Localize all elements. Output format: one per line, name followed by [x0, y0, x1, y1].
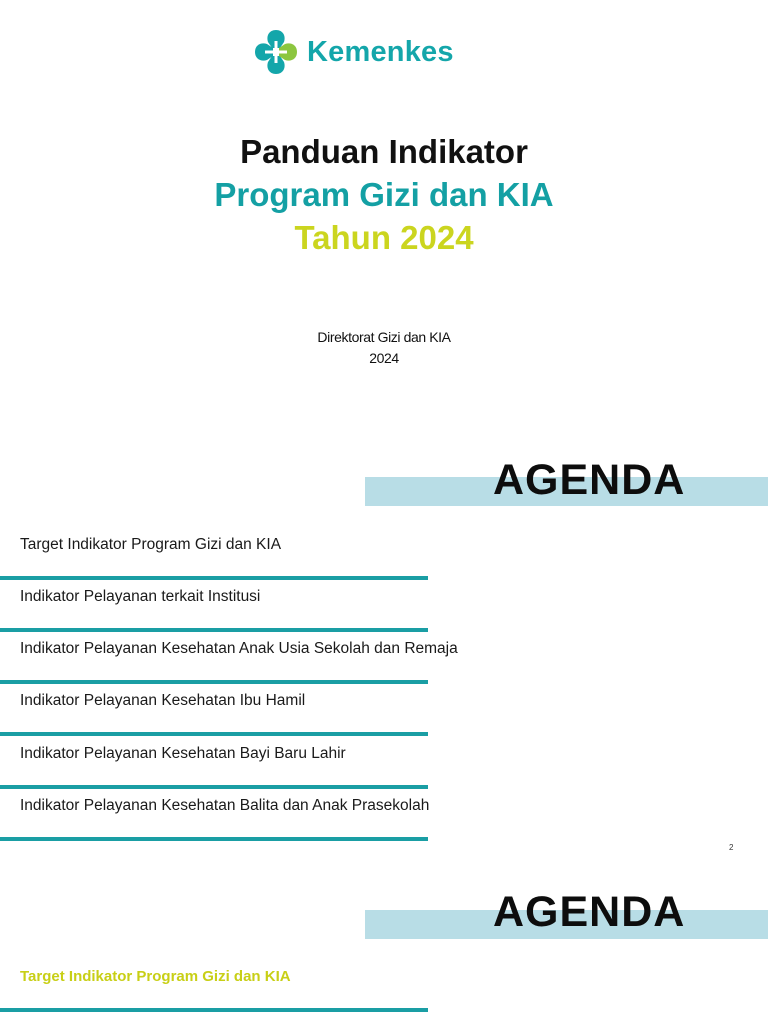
agenda-item — [0, 737, 428, 789]
agenda-item-label: Target Indikator Program Gizi dan KIA — [20, 536, 282, 553]
agenda-item — [0, 789, 428, 841]
subtitle-year: 2024 — [369, 350, 399, 366]
agenda-item-label: Indikator Pelayanan Kesehatan Balita dan Anak Prasekolah — [20, 797, 430, 814]
agenda-heading: AGENDA — [493, 456, 686, 504]
subtitle-directorate: Direktorat Gizi dan KIA — [317, 329, 451, 345]
agenda-heading: AGENDA — [493, 888, 686, 936]
agenda-item-active — [0, 960, 428, 1012]
agenda-item-label: Target Indikator Program Gizi dan KIA — [20, 968, 291, 985]
logo-text: Kemenkes — [307, 35, 454, 68]
agenda-item-label: Indikator Pelayanan Kesehatan Ibu Hamil — [20, 692, 306, 709]
agenda-item — [0, 632, 458, 684]
agenda-item-label: Indikator Pelayanan terkait Institusi — [20, 588, 261, 605]
page-number: 2 — [729, 843, 734, 852]
agenda-divider — [0, 837, 428, 841]
title-line-1: Panduan Indikator — [240, 133, 528, 170]
agenda-item-label: Indikator Pelayanan Kesehatan Bayi Baru Lahir — [20, 745, 346, 762]
agenda-item — [0, 528, 428, 580]
agenda-item — [0, 580, 428, 632]
kemenkes-clover-icon — [253, 28, 299, 76]
title-line-2: Program Gizi dan KIA — [214, 176, 554, 213]
kemenkes-logo — [253, 28, 454, 76]
agenda-divider — [0, 1008, 428, 1012]
agenda-item — [0, 684, 428, 736]
agenda-item-label: Indikator Pelayanan Kesehatan Anak Usia Sekolah dan Remaja — [20, 640, 458, 657]
title-line-3: Tahun 2024 — [294, 219, 474, 256]
agenda-divider — [0, 732, 428, 736]
